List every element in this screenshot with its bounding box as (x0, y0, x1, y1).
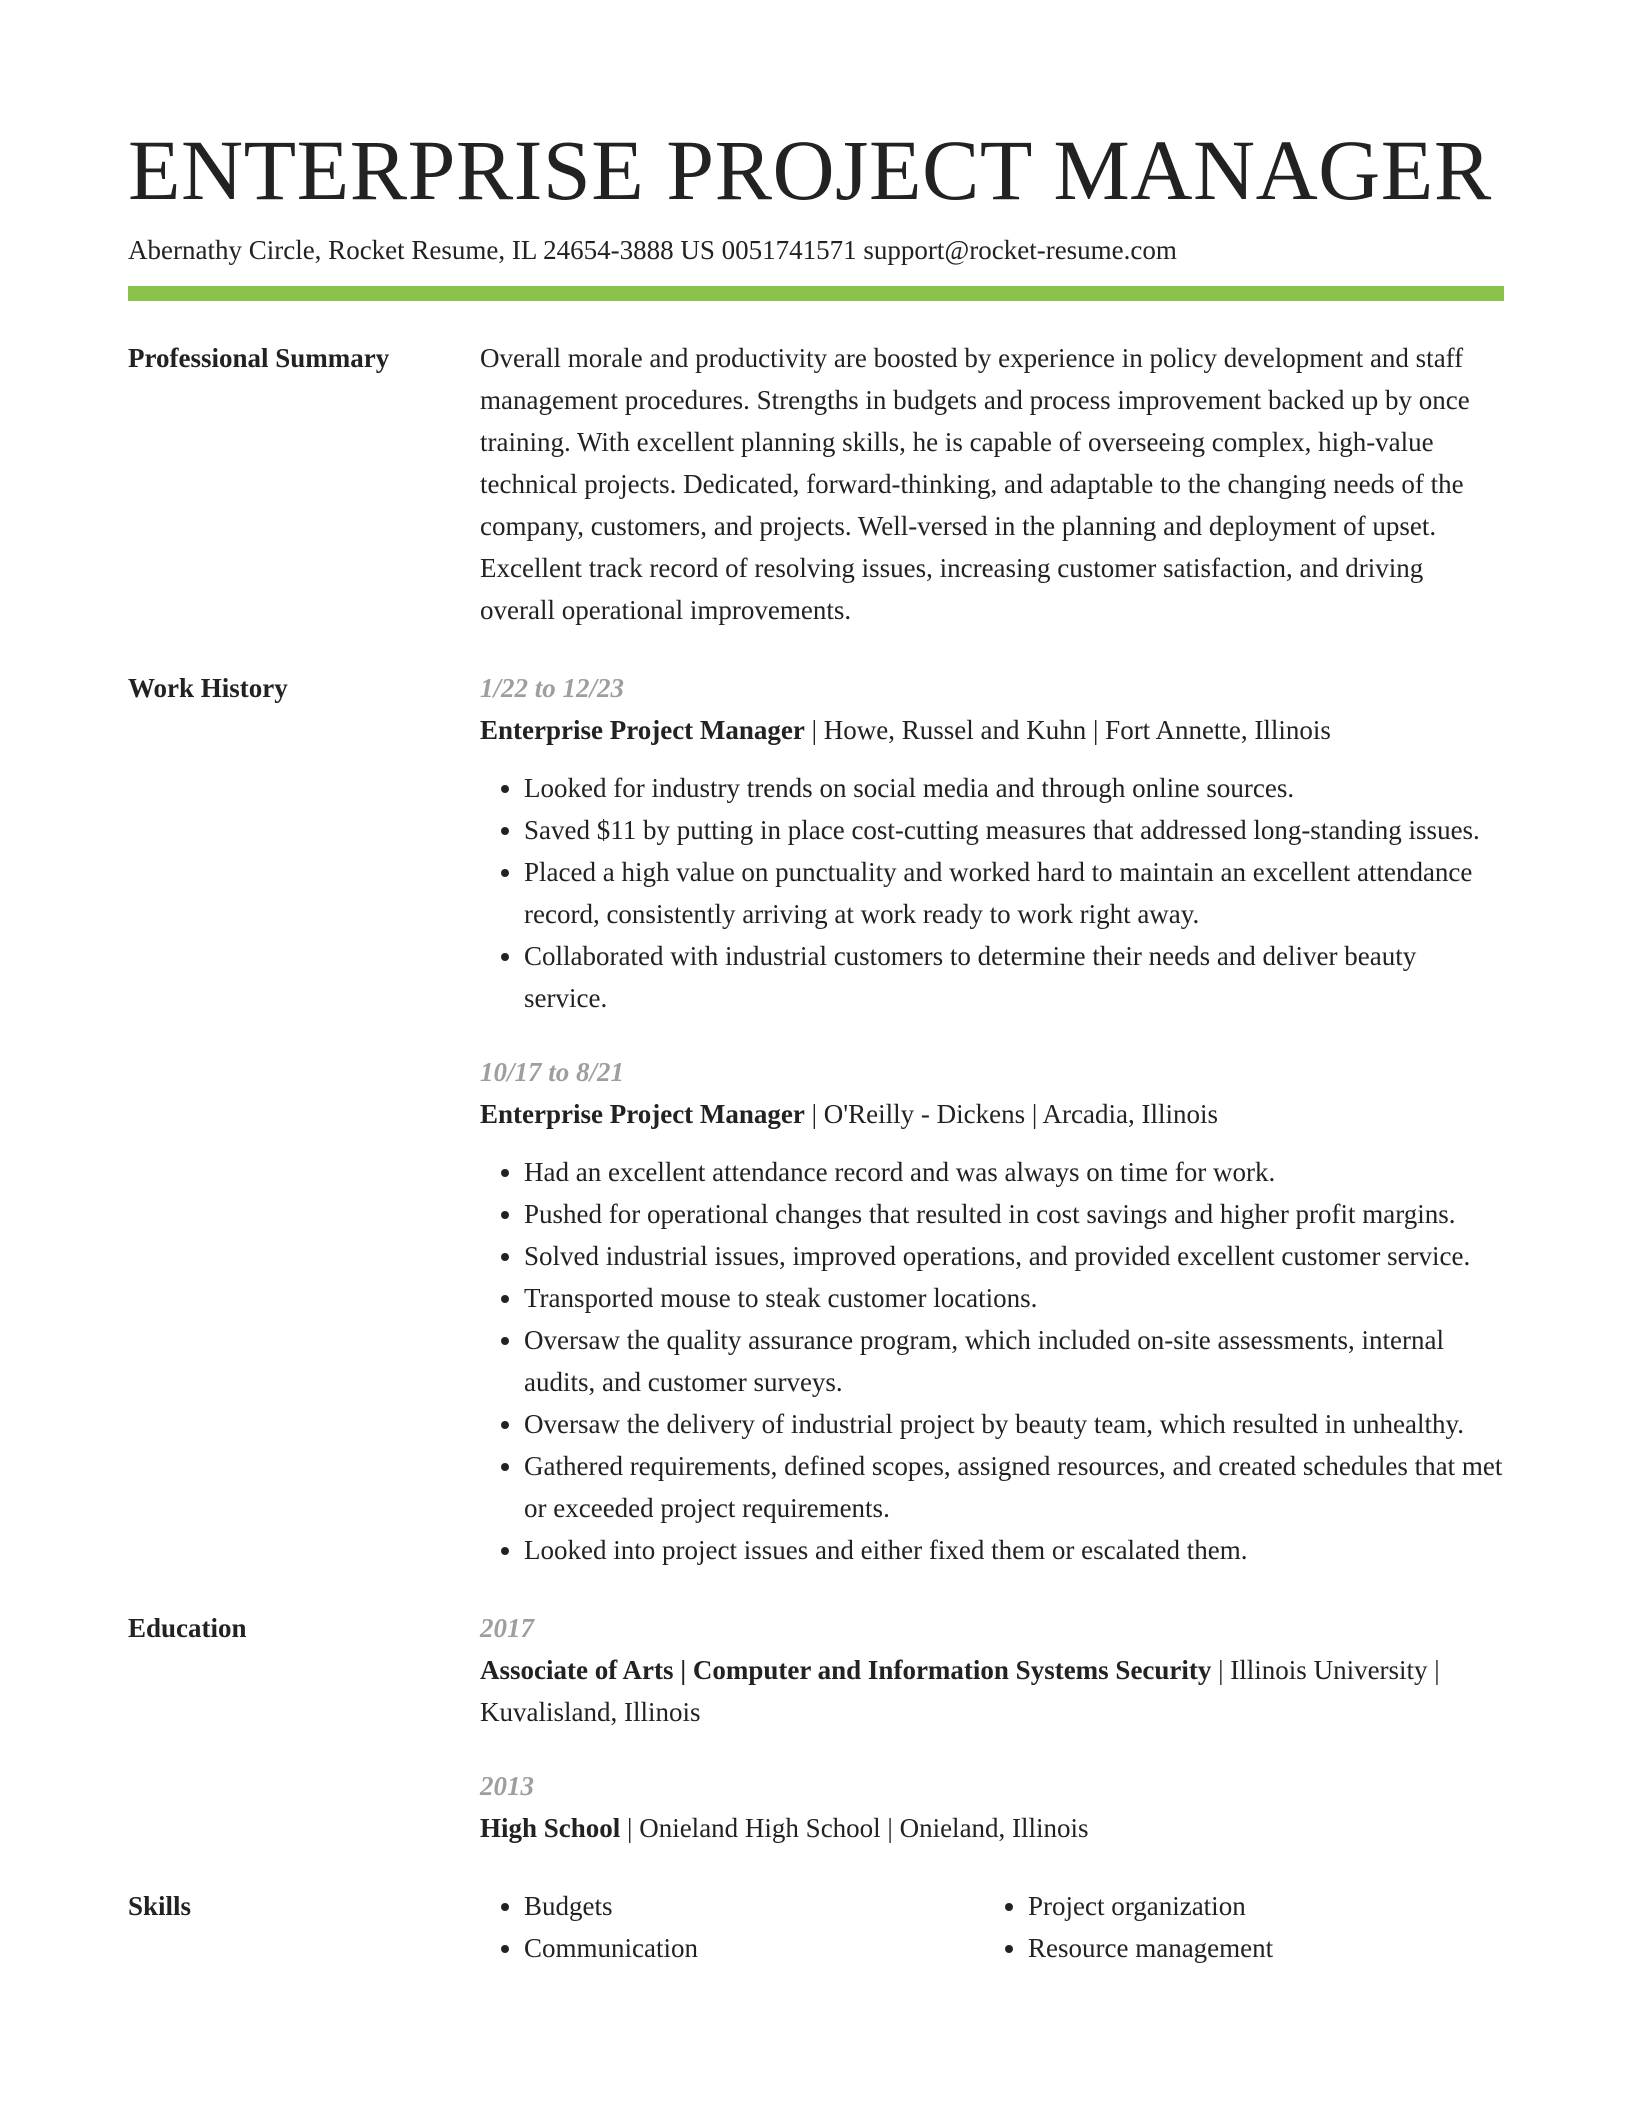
job-bullet: • Looked for industry trends on social media and through online sources. (524, 767, 1504, 809)
summary-section (128, 337, 1504, 631)
education-degree: High School (480, 1813, 621, 1843)
job-bullet: • Pushed for operational changes that resulted in cost savings and higher profit margins. (524, 1193, 1504, 1235)
education-year: 2017 (480, 1613, 534, 1643)
skills-heading: Skills (128, 1891, 192, 1921)
job-bullets (480, 767, 1504, 1019)
job-bullet: • Solved industrial issues, improved operations, and provided excellent customer service. (524, 1235, 1504, 1277)
education-section (128, 1607, 1504, 1849)
skills-section (128, 1885, 1504, 1969)
skill-item: • Communication (524, 1927, 984, 1969)
job-title-line (480, 709, 1504, 751)
education-details: | Illinois University | Kuvalisland, Illinois (480, 1655, 1440, 1727)
skills-columns (480, 1885, 1504, 1969)
job-title-line (480, 1093, 1504, 1135)
education-details: | Onieland High School | Onieland, Illinois (620, 1813, 1089, 1843)
skills-list-right (984, 1885, 1488, 1969)
skill-item: • Resource management (1028, 1927, 1488, 1969)
job-details: | Howe, Russel and Kuhn | Fort Annette, Illinois (804, 715, 1331, 745)
resume-page (128, 0, 1504, 1969)
job-dates: 1/22 to 12/23 (480, 673, 625, 703)
job-dates: 10/17 to 8/21 (480, 1057, 625, 1087)
job-bullet: • Gathered requirements, defined scopes, assigned resources, and created schedules that met or exceeded project requirements. (524, 1445, 1504, 1529)
job-bullet: • Saved $11 by putting in place cost-cutting measures that addressed long-standing issues. (524, 809, 1504, 851)
job-details: | O'Reilly - Dickens | Arcadia, Illinois (804, 1099, 1218, 1129)
work-history-section (128, 667, 1504, 1571)
job-bullet: • Had an excellent attendance record and was always on time for work. (524, 1151, 1504, 1193)
job-bullet: • Oversaw the quality assurance program, which included on-site assessments, internal audits, and customer surveys. (524, 1319, 1504, 1403)
job-title: Enterprise Project Manager (480, 1099, 805, 1129)
education-line (480, 1649, 1504, 1733)
education-line (480, 1807, 1504, 1849)
job-bullet: • Looked into project issues and either fixed them or escalated them. (524, 1529, 1504, 1571)
contact-line: Abernathy Circle, Rocket Resume, IL 24654-3888 US 0051741571 support@rocket-resume.com (128, 235, 1177, 265)
education-entry (480, 1765, 1504, 1849)
job-entry (480, 1051, 1504, 1571)
job-bullet: • Transported mouse to steak customer locations. (524, 1277, 1504, 1319)
education-degree: Associate of Arts | Computer and Information Systems Security (480, 1655, 1212, 1685)
education-year: 2013 (480, 1771, 534, 1801)
job-bullets (480, 1151, 1504, 1571)
education-heading: Education (128, 1613, 247, 1643)
resume-name: ENTERPRISE PROJECT MANAGER (128, 122, 1492, 218)
skills-list-left (480, 1885, 984, 1969)
job-title: Enterprise Project Manager (480, 715, 805, 745)
work-history-heading: Work History (128, 673, 288, 703)
job-bullet: • Oversaw the delivery of industrial project by beauty team, which resulted in unhealthy. (524, 1403, 1504, 1445)
summary-text: Overall morale and productivity are boosted by experience in policy development and staff management procedures. Strengths in budgets and process improvement backed up by once training. With excellent planning skills, he is capable of overseeing complex, high-value technical projects. Dedicated, forward-thinking, and adaptable to the changing needs of the company, customers, and projects. Well-versed in the planning and deployment of upset. Excellent track record of resolving issues, increasing customer satisfaction, and driving overall operational improvements. (480, 343, 1470, 625)
education-entry (480, 1607, 1504, 1733)
header-divider (128, 286, 1504, 301)
skill-item: • Project organization (1028, 1885, 1488, 1927)
skill-item: • Budgets (524, 1885, 984, 1927)
job-bullet: • Collaborated with industrial customers to determine their needs and deliver beauty service. (524, 935, 1504, 1019)
job-bullet: • Placed a high value on punctuality and worked hard to maintain an excellent attendance record, consistently arriving at work ready to work right away. (524, 851, 1504, 935)
job-entry (480, 667, 1504, 1019)
summary-heading: Professional Summary (128, 343, 390, 373)
